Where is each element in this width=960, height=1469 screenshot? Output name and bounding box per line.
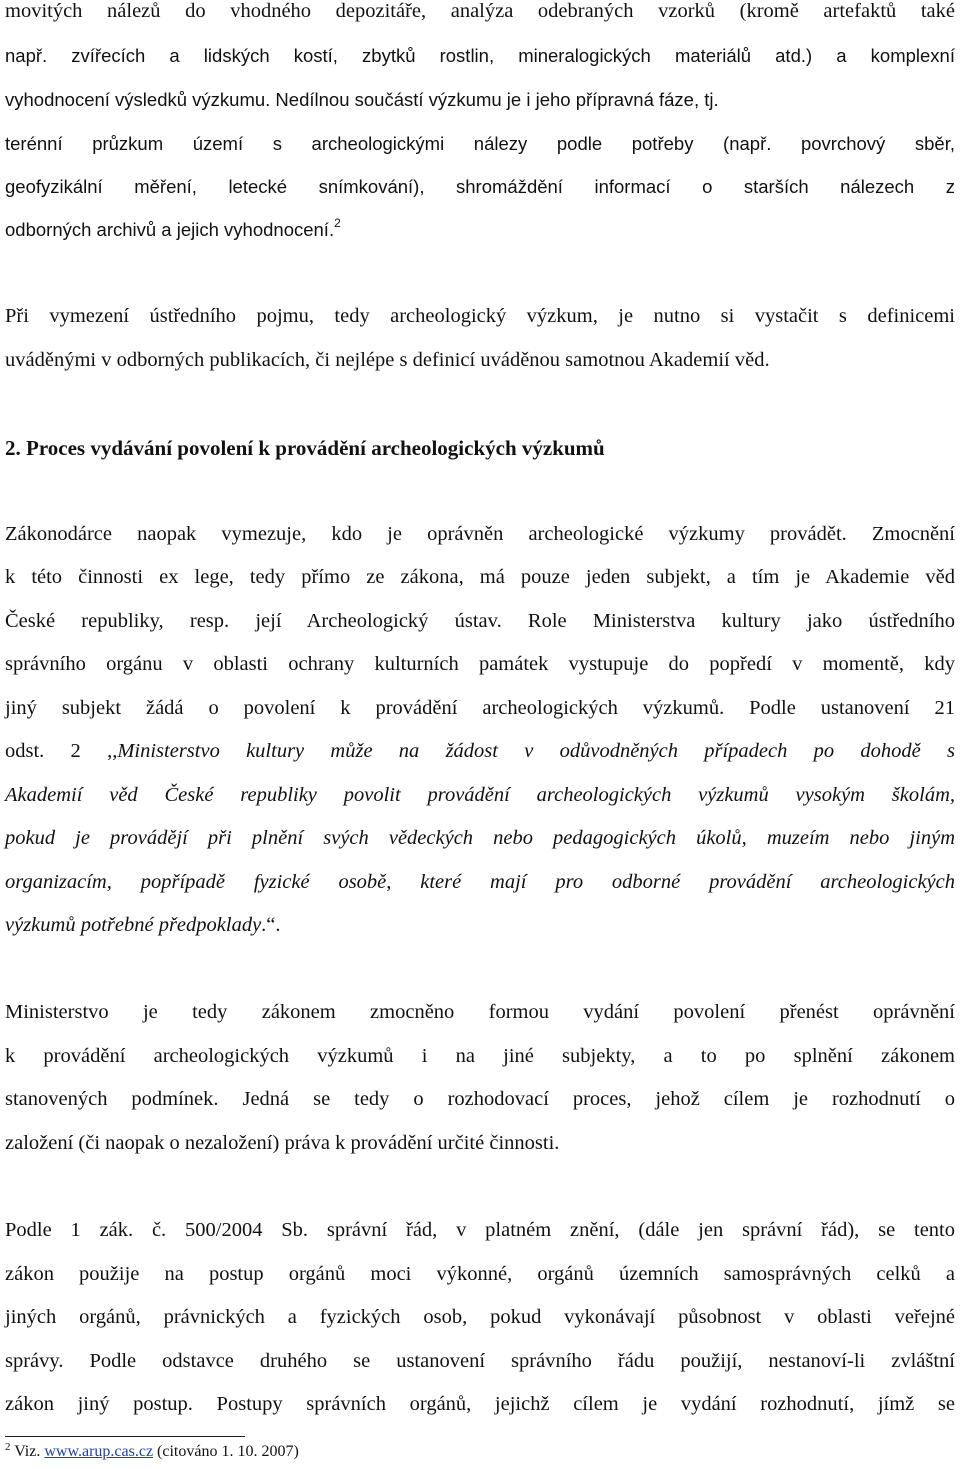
paragraph-1-line-3: vyhodnocení výsledků výzkumu. Nedílnou součástí výzkumu je i jeho přípravná fáze, tj. (5, 89, 719, 110)
paragraph-5-line-2: zákon použije na postup orgánů moci výkonné, orgánů územních samosprávných celků a (5, 1263, 955, 1285)
paragraph-5-line-5: zákon jiný postup. Postupy správních orgánů, jejichž cílem je vydání rozhodnutí, jímž se (5, 1393, 955, 1415)
paragraph-3-line-6: odst. 2 ,,Ministerstvo kultury může na žádost v odůvodněných případech po dohodě s (5, 740, 955, 762)
quote-text: Ministerstvo kultury může na žádost v odůvodněných případech po dohodě s (117, 740, 955, 762)
paragraph-3-line-5: jiný subjekt žádá o povolení k provádění archeologických výzkumů. Podle ustanovení 21 (5, 697, 955, 719)
paragraph-3-line-9: organizacím, popřípadě fyzické osobě, které mají pro odborné provádění archeologických (5, 871, 955, 893)
section-heading: 2. Proces vydávání povolení k provádění archeologických výzkumů (5, 436, 605, 460)
paragraph-3-line-4: správního orgánu v oblasti ochrany kulturních památek vystupuje do popředí v momentě, kdy (5, 653, 955, 675)
footnote-number: 2 (5, 1441, 11, 1453)
footnote-suffix: (citováno 1. 10. 2007) (153, 1443, 299, 1460)
paragraph-1-line-1: movitých nálezů do vhodného depozitáře, analýza odebraných vzorků (kromě artefaktů také (5, 0, 955, 22)
paragraph-3-line-8: pokud je provádějí při plnění svých vědeckých nebo pedagogických úkolů, muzeím nebo jiným (5, 827, 955, 849)
paragraph-3-line-3: České republiky, resp. její Archeologický ústav. Role Ministerstva kultury jako ústředního (5, 610, 955, 632)
paragraph-4-line-1: Ministerstvo je tedy zákonem zmocněno formou vydání povolení přenést oprávnění (5, 1001, 955, 1023)
footnote-prefix: Viz. (10, 1443, 45, 1460)
paragraph-4-line-4: založení (či naopak o nezaložení) práva k provádění určité činnosti. (5, 1132, 560, 1154)
paragraph-3-line-2: k této činnosti ex lege, tedy přímo ze zákona, má pouze jeden subjekt, a tím je Akademie věd (5, 566, 955, 588)
footnote-link[interactable]: www.arup.cas.cz (44, 1443, 154, 1460)
paragraph-2-line-1: Při vymezení ústředního pojmu, tedy archeologický výzkum, je nutno si vystačit s definicemi (5, 305, 955, 327)
paragraph-1-line-5: geofyzikální měření, letecké snímkování), shromáždění informací o starších nálezech z (5, 176, 955, 197)
paragraph-2-line-2: uváděnými v odborných publikacích, či nejlépe s definicí uváděnou samotnou Akademií věd. (5, 349, 770, 371)
paragraph-1-line-6: odborných archivů a jejich vyhodnocení.$^2$ (5, 216, 341, 240)
paragraph-4-line-3: stanovených podmínek. Jedná se tedy o rozhodovací proces, jehož cílem je rozhodnutí o (5, 1088, 955, 1110)
paragraph-5-line-4: správy. Podle odstavce druhého se ustanovení správního řádu použijí, nestanoví-li zvláštní (5, 1350, 955, 1372)
footnote-ref[interactable]: 2 (334, 216, 341, 230)
footnote (5, 1443, 299, 1461)
footnote-separator (5, 1436, 245, 1437)
paragraph-1-line-4: terénní průzkum území s archeologickými nálezy podle potřeby (např. povrchový sběr, (5, 133, 955, 154)
paragraph-1-line-2: např. zvířecích a lidských kostí, zbytků rostlin, mineralogických materiálů atd.) a komplexní (5, 45, 955, 66)
paragraph-5-line-1: Podle 1 zák. č. 500/2004 Sb. správní řád, v platném znění, (dále jen správní řád), se tento (5, 1219, 955, 1241)
paragraph-3-line-1: Zákonodárce naopak vymezuje, kdo je oprávněn archeologické výzkumy provádět. Zmocnění (5, 523, 955, 545)
paragraph-4-line-2: k provádění archeologických výzkumů i na jiné subjekty, a to po splnění zákonem (5, 1045, 955, 1067)
paragraph-3-line-10: výzkumů potřebné předpoklady.“. (5, 914, 281, 936)
paragraph-5-line-3: jiných orgánů, právnických a fyzických osob, pokud vykonávají působnost v oblasti veřejné (5, 1306, 955, 1328)
paragraph-3-line-7: Akademií věd České republiky povolit provádění archeologických výzkumů vysokým školám, (5, 784, 955, 806)
